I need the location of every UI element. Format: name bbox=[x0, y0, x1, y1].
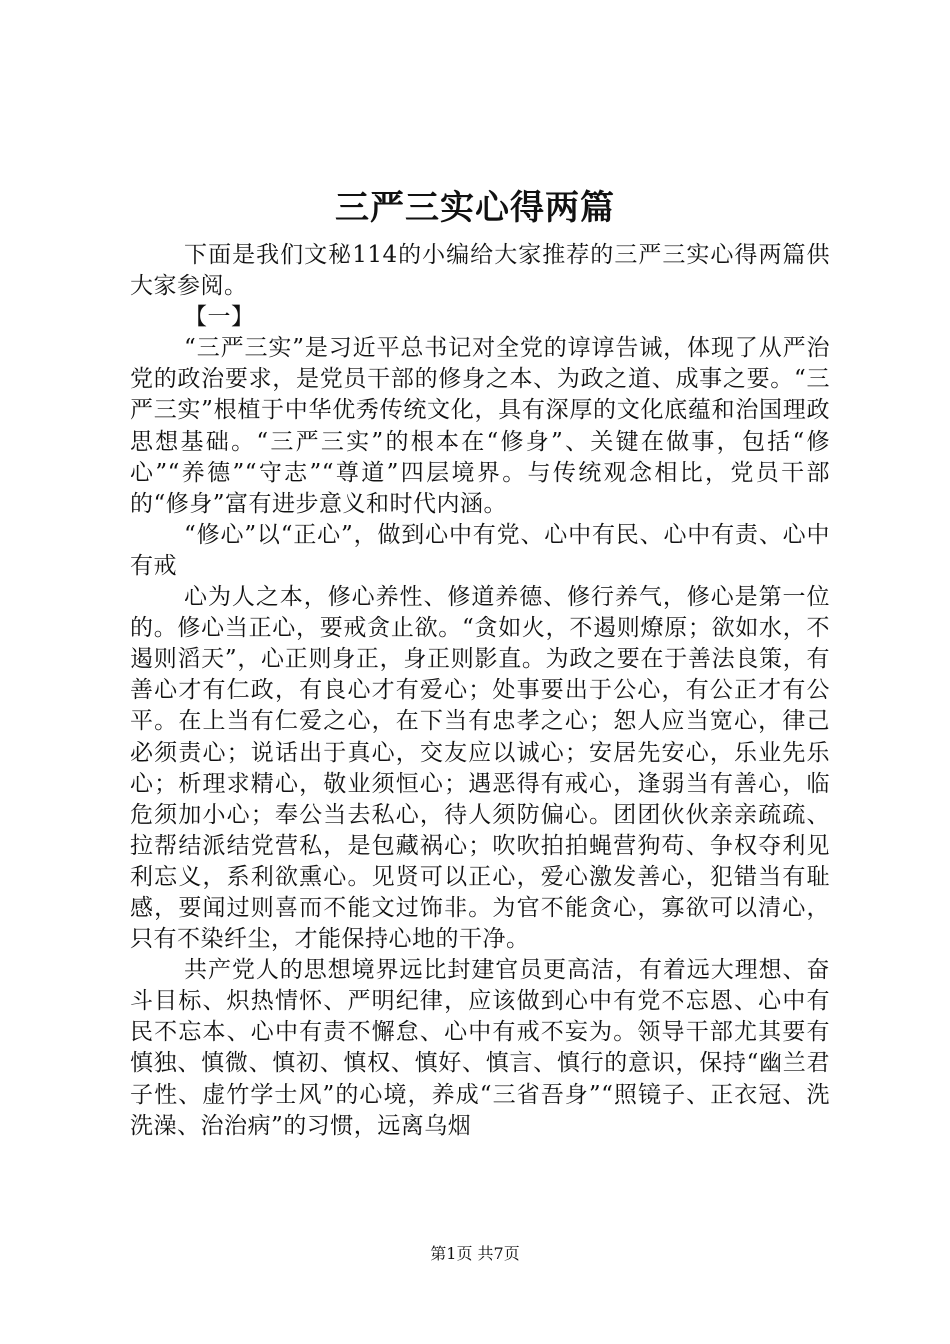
paragraph-intro: 下面是我们文秘114的小编给大家推荐的三严三实心得两篇供大家参阅。 bbox=[130, 242, 830, 300]
paragraph: 心为人之本，修心养性、修道养德、修行养气，修心是第一位的。修心当正心，要戒贪止欲。“贪如火，不遏则燎原；欲如水，不遏则滔天”，心正则身正，身正则影直。为政之要在于善法良策，有善心才有仁政，有良心才有爱心；处事要出于公心，有公正才有公平。在上当有仁爱之心，在下当有忠孝之心；恕人应当宽心，律己必须责心；说话出于真心，交友应以诚心；安居先安心，乐业先乐心；析理求精心，敬业须恒心；遇恶得有戒心，逢弱当有善心，临危须加小心；奉公当去私心，待人须防偏心。团团伙伙亲亲疏疏、拉帮结派结党营私，是包藏祸心；吹吹拍拍蝇营狗苟、争权夺利见利忘义，系利欲熏心。见贤可以正心，爱心激发善心，犯错当有耻感，要闻过则喜而不能文过饰非。为官不能贪心，寡欲可以清心，只有不染纤尘，才能保持心地的干净。 bbox=[130, 584, 830, 953]
document-body bbox=[130, 240, 830, 1142]
paragraph: “三严三实”是习近平总书记对全党的谆谆告诫，体现了从严治党的政治要求，是党员干部的修身之本、为政之道、成事之要。“三严三实”根植于中华优秀传统文化，具有深厚的文化底蕴和治国理政思想基础。“三严三实”的根本在“修身”、关键在做事，包括“修心”“养德”“守志”“尊道”四层境界。与传统观念相比，党员干部的“修身”富有进步意义和时代内涵。 bbox=[130, 335, 830, 517]
paragraph-section-heading: 【一】 bbox=[184, 304, 255, 331]
paragraph-subheading: “修心”以“正心”，做到心中有党、心中有民、心中有责、心中有戒 bbox=[130, 521, 830, 579]
page-number-footer: 第1页 共7页 bbox=[430, 1244, 520, 1263]
document-title: 三严三实心得两篇 bbox=[335, 188, 615, 228]
paragraph: 共产党人的思想境界远比封建官员更高洁，有着远大理想、奋斗目标、炽热情怀、严明纪律，应该做到心中有党不忘恩、心中有民不忘本、心中有责不懈怠、心中有戒不妄为。领导干部尤其要有慎独、慎微、慎初、慎权、慎好、慎言、慎行的意识，保持“幽兰君子性、虚竹学士风”的心境，养成“三省吾身”“照镜子、正衣冠、洗洗澡、治治病”的习惯，远离乌烟 bbox=[130, 957, 830, 1139]
